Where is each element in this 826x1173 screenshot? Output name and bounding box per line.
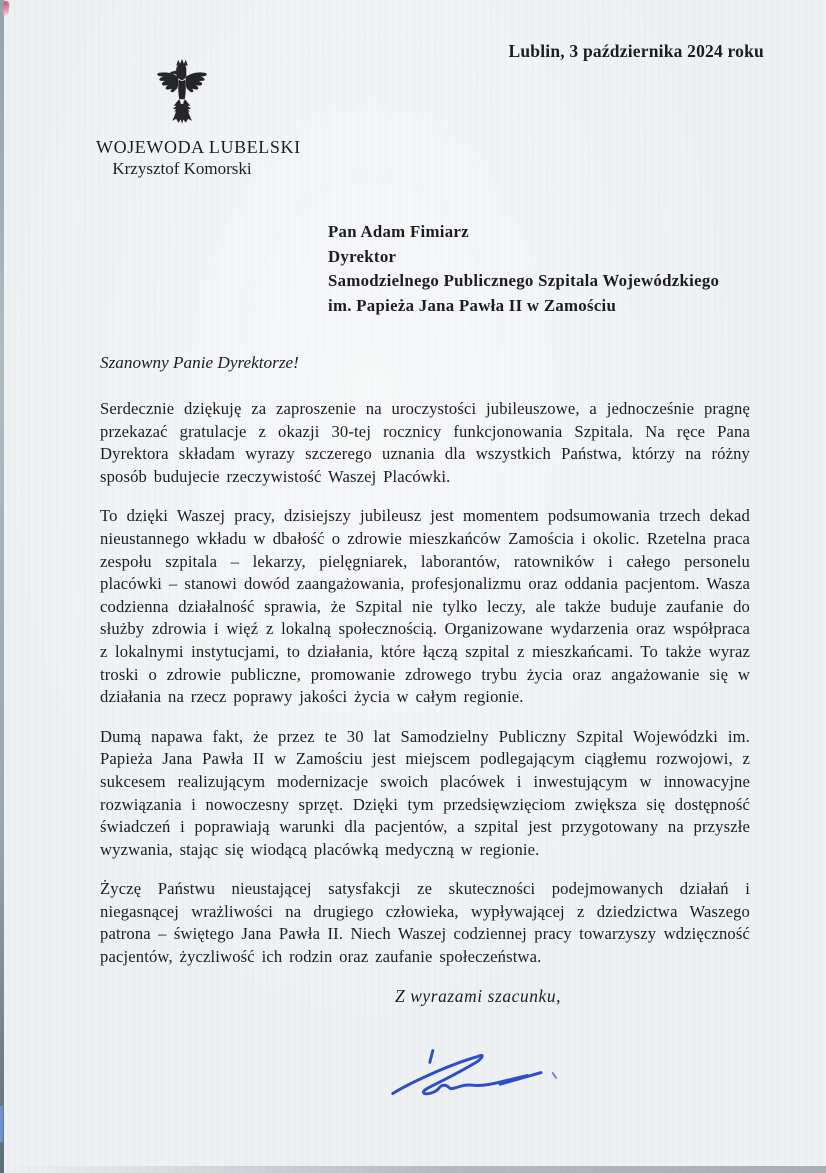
date-line: Lublin, 3 października 2024 roku (508, 41, 764, 61)
handwritten-signature (385, 1044, 580, 1106)
salutation: Szanowny Panie Dyrektorze! (100, 353, 299, 372)
recipient-organization: Samodzielnego Publicznego Szpitala Wojewódzkiego (328, 271, 720, 290)
polish-eagle-emblem (153, 58, 211, 130)
scan-edge-artifact (0, 0, 4, 1173)
scan-blue-mark (0, 1106, 3, 1142)
scan-bottom-shadow (0, 1166, 826, 1173)
paragraph-1: Serdecznie dziękuję za zaproszenie na uroczystości jubileuszowe, a jednocześnie pragnę przekazać gratulacje z okazji 30-tej rocznicy funkcjonowania Szpitala. Na ręce Pana Dyrektora składam wyrazy szczerego uznania dla wszystkich Państwa, którzy na różny sposób budujecie rzeczywistość Waszej Placówki. (100, 399, 750, 486)
recipient-role: Dyrektor (328, 246, 397, 266)
sender-name: Krzysztof Komorski (112, 159, 252, 178)
closing-phrase: Z wyrazami szacunku, (395, 985, 562, 1006)
paragraph-4: Życzę Państwu nieustającej satysfakcji ze skuteczności podejmowanych działań i niegasnącej wrażliwości na drugiego człowieka, wypływającej z dziedzictwa Waszego patrona – świętego Jana Pawła II. Niech Waszej codziennej pracy towarzyszy wdzięczność pacjentów, życzliwość ich rodzin oraz zaufanie społeczeństwa. (100, 879, 750, 967)
letter-body (100, 353, 750, 1007)
sender-block (96, 58, 301, 179)
paragraph-3: Dumą napawa fakt, że przez te 30 lat Samodzielny Publiczny Szpital Wojewódzki im. Papieża Jana Pawła II w Zamościu jest miejscem podlegającym ciągłemu rozwojowi, z sukcesem realizującym modernizacje swoich placówek i inwestującym w innowacyjne rozwiązania i nowoczesny sprzęt. Dzięki tym przedsięwzięciom zwiększa się dostępność świadczeń i poprawiają warunki dla pacjentów, a szpital jest przygotowany na przyszłe wyzwania, stając się wiodącą placówką medyczną w regionie. (100, 726, 750, 859)
sender-title: WOJEWODA LUBELSKI (96, 137, 301, 157)
recipient-block (328, 220, 719, 318)
paragraph-2: To dzięki Waszej pracy, dzisiejszy jubileusz jest momentem podsumowania trzech dekad nieustannego wkładu w dbałość o zdrowie mieszkańców Zamościa i okolic. Rzetelna praca zespołu szpitala – lekarzy, pielęgniarek, laborantów, ratowników i całego personelu placówki – stanowi dowód zaangażowania, profesjonalizmu oraz oddania pacjentom. Wasza codzienna działalność sprawia, że Szpital nie tylko leczy, ale także buduje zaufanie do służby zdrowia i więź z lokalną społecznością. Organizowane wydarzenia oraz współpraca z lokalnymi instytucjami, to działania, które łączą szpital z mieszkańcami. To także wyraz troski o zdrowie publiczne, promowanie zdrowego trybu życia oraz angażowanie się w działania na rzecz poprawy jakości życia w całym regionie. (100, 506, 750, 707)
recipient-name: Pan Adam Fimiarz (328, 222, 469, 241)
scan-pink-mark (2, 1, 10, 17)
recipient-organization-line2: im. Papieża Jana Pawła II w Zamościu (328, 295, 617, 315)
